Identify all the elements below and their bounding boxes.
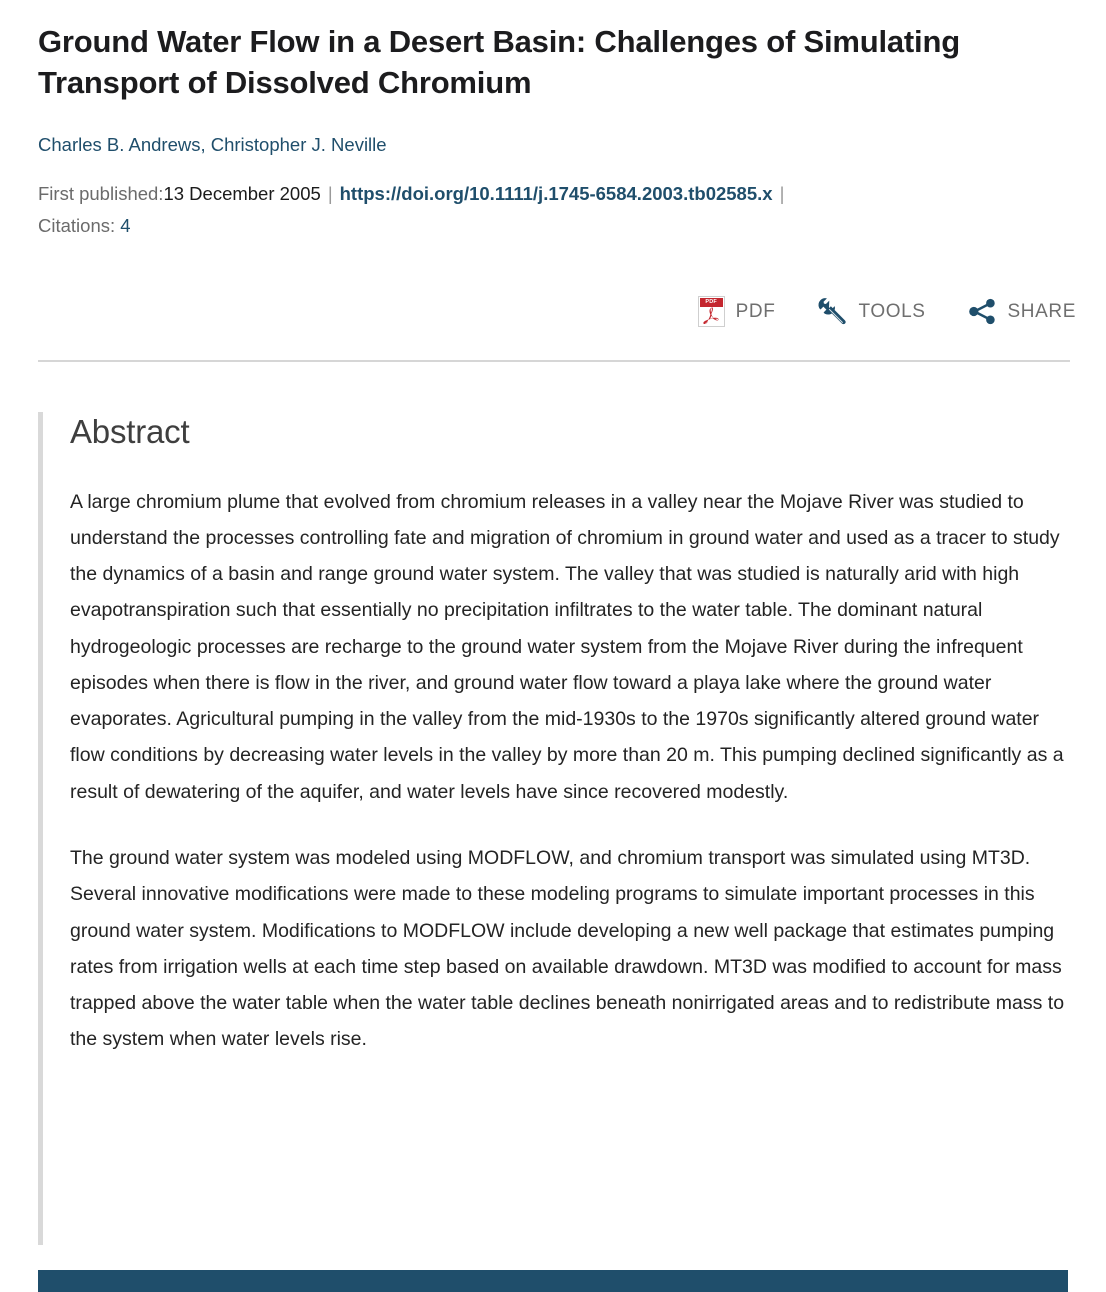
first-published-label: First published: [38, 182, 164, 204]
pdf-icon [698, 296, 725, 327]
author-separator: , [200, 133, 211, 155]
meta-separator-2: | [779, 182, 785, 204]
author-list [38, 132, 1070, 158]
abstract-heading: Abstract [70, 413, 190, 450]
meta-separator-1: | [327, 182, 333, 204]
article-header [38, 22, 1070, 241]
tools-button[interactable] [817, 297, 925, 327]
citations-label: Citations: [38, 214, 116, 236]
page-title: Ground Water Flow in a Desert Basin: Challenges of Simulating Transport of Dissolved Chromium [38, 24, 960, 100]
header-divider [38, 360, 1070, 362]
share-button-label: SHARE [1007, 300, 1076, 322]
abstract-section [38, 412, 1070, 1058]
first-published-date: 13 December 2005 [163, 182, 321, 204]
share-icon [968, 298, 997, 325]
pdf-button[interactable] [698, 296, 776, 327]
author-link-1[interactable]: Charles B. Andrews [38, 133, 201, 155]
publication-metadata [38, 178, 1070, 242]
doi-link[interactable]: https://doi.org/10.1111/j.1745-6584.2003.tb02585.x [339, 182, 773, 204]
abstract-paragraph-2: The ground water system was modeled using MODFLOW, and chromium transport was simulated using MT3D. Several innovative modifications were made to these modeling programs to simulate important processes in this ground water system. Modifications to MODFLOW include developing a new well package that estimates pumping rates from irrigation wells at each time step based on available drawdown. MT3D was modified to account for mass trapped above the water table when the water table declines beneath nonirrigated areas and to redistribute mass to the system when water levels rise. [70, 846, 1065, 1051]
abstract-paragraph-1: A large chromium plume that evolved from chromium releases in a valley near the Mojave River was studied to understand the processes controlling fate and migration of chromium in ground water and used as a tracer to study the dynamics of a basin and range ground water system. The valley that was studied is naturally arid with high evapotranspiration such that essentially no precipitation infiltrates to the water table. The dominant natural hydrogeologic processes are recharge to the ground water system from the Mojave River during the infrequent episodes when there is flow in the river, and ground water flow toward a playa lake where the ground water evaporates. Agricultural pumping in the valley from the mid-1930s to the 1970s significantly altered ground water flow conditions by decreasing water levels in the valley by more than 20 m. This pumping declined significantly as a result of dewatering of the aquifer, and water levels have since recovered modestly. [70, 490, 1064, 803]
author-link-2[interactable]: Christopher J. Neville [210, 133, 387, 155]
tools-button-label: TOOLS [858, 300, 926, 322]
pdf-button-label: PDF [735, 300, 776, 322]
abstract-body [70, 484, 1070, 1058]
abstract-accent-bar [38, 412, 43, 1245]
citations-count[interactable]: 4 [120, 214, 131, 236]
share-button[interactable] [968, 298, 1076, 325]
pdf-icon-badge-text: PDF [700, 298, 723, 307]
article-action-toolbar [698, 296, 1076, 327]
wrench-icon [817, 297, 847, 327]
bottom-section-bar [38, 1270, 1068, 1292]
